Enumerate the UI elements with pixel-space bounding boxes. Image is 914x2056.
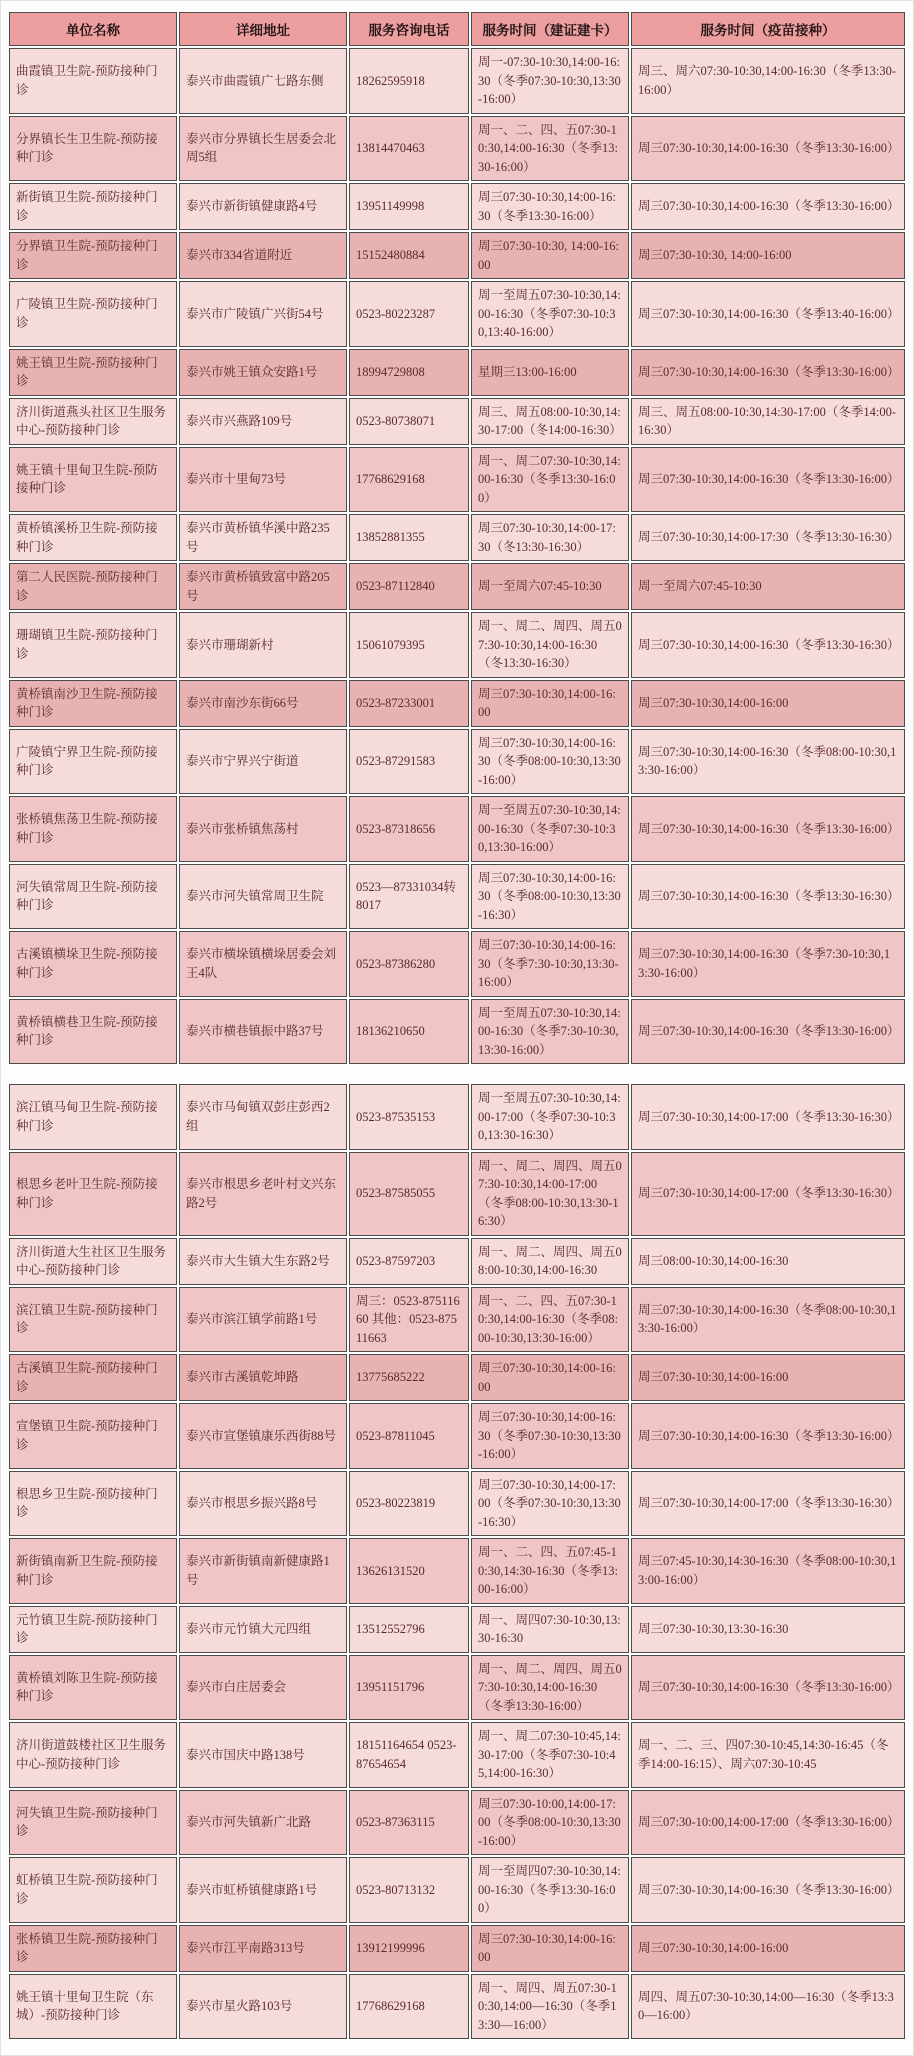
cell-time-card: 周三07:30-10:30,14:00-16:00: [471, 680, 629, 727]
cell-phone: 13912199996: [349, 1925, 469, 1972]
cell-name: 黄桥镇南沙卫生院-预防接种门诊: [9, 680, 177, 727]
table-row: [9, 1974, 905, 2040]
cell-phone: 18136210650: [349, 999, 469, 1065]
cell-name: 济川街道燕头社区卫生服务中心-预防接种门诊: [9, 398, 177, 445]
cell-address: 泰兴市滨江镇学前路1号: [179, 1287, 347, 1353]
cell-address: 泰兴市白庄居委会: [179, 1655, 347, 1721]
cell-name: 元竹镇卫生院-预防接种门诊: [9, 1606, 177, 1653]
cell-time-card: 周三07:30-10:30, 14:00-16:00: [471, 232, 629, 279]
cell-address: 泰兴市姚王镇众安路1号: [179, 349, 347, 396]
cell-name: 张桥镇卫生院-预防接种门诊: [9, 1925, 177, 1972]
cell-phone: 0523-80713132: [349, 1857, 469, 1923]
cell-time-vaccine: 周三07:30-10:30,14:00-17:00（冬季13:30-16:30）: [631, 1084, 905, 1150]
cell-address: 泰兴市珊瑚新村: [179, 612, 347, 678]
cell-name: 姚王镇卫生院-预防接种门诊: [9, 349, 177, 396]
cell-name: 黄桥镇横巷卫生院-预防接种门诊: [9, 999, 177, 1065]
table-row: [9, 729, 905, 795]
cell-address: 泰兴市张桥镇焦荡村: [179, 796, 347, 862]
table-row: [9, 1925, 905, 1972]
table-row: [9, 1538, 905, 1604]
cell-phone: 13775685222: [349, 1354, 469, 1401]
table-row: [9, 183, 905, 230]
cell-time-vaccine: 周三07:30-10:30,14:00-16:30（冬季13:30-16:30）: [631, 864, 905, 930]
table-row: [9, 48, 905, 114]
table-section-divider: [7, 1066, 907, 1082]
cell-phone: 13512552796: [349, 1606, 469, 1653]
cell-time-vaccine: 周三07:30-10:30,14:00-17:00（冬季13:30-16:30）: [631, 1471, 905, 1537]
cell-time-vaccine: 周三、周五08:00-10:30,14:30-17:00（冬季14:00-16:30）: [631, 398, 905, 445]
cell-address: 泰兴市古溪镇乾坤路: [179, 1354, 347, 1401]
cell-time-vaccine: 周三07:30-10:30,14:00-16:00: [631, 680, 905, 727]
cell-name: 姚王镇十里甸卫生院（东城）-预防接种门诊: [9, 1974, 177, 2040]
cell-time-vaccine: 周三07:45-10:30,14:30-16:30（冬季08:00-10:30,13:00-16:00）: [631, 1538, 905, 1604]
cell-phone: 18151164654 0523-87654654: [349, 1722, 469, 1788]
cell-phone: 0523—87331034转8017: [349, 864, 469, 930]
cell-address: 泰兴市兴燕路109号: [179, 398, 347, 445]
cell-time-vaccine: 周三08:00-10:30,14:00-16:30: [631, 1238, 905, 1285]
cell-name: 分界镇长生卫生院-预防接种门诊: [9, 116, 177, 182]
cell-time-vaccine: 周三07:30-10:30,14:00-16:30（冬季13:30-16:00）: [631, 447, 905, 513]
table-row: [9, 1857, 905, 1923]
cell-phone: 0523-87112840: [349, 563, 469, 610]
table-row: [9, 398, 905, 445]
cell-address: 泰兴市根思乡振兴路8号: [179, 1471, 347, 1537]
cell-phone: 0523-87291583: [349, 729, 469, 795]
cell-phone: 0523-80738071: [349, 398, 469, 445]
cell-time-vaccine: 周三07:30-10:30,14:00-16:30（冬季08:00-10:30,13:30-16:00）: [631, 1287, 905, 1353]
cell-address: 泰兴市河失镇新广北路: [179, 1790, 347, 1856]
cell-time-card: 周一、周二、周四、周五07:30-10:30,14:00-16:30（冬季13:30-16:00）: [471, 1655, 629, 1721]
table-row: [9, 999, 905, 1065]
cell-address: 泰兴市河失镇常周卫生院: [179, 864, 347, 930]
header-phone: 服务咨询电话: [349, 12, 469, 46]
table-row: [9, 1722, 905, 1788]
cell-name: 滨江镇马甸卫生院-预防接种门诊: [9, 1084, 177, 1150]
table-row: [9, 1238, 905, 1285]
cell-name: 曲霞镇卫生院-预防接种门诊: [9, 48, 177, 114]
cell-name: 第二人民医院-预防接种门诊: [9, 563, 177, 610]
cell-name: 古溪镇卫生院-预防接种门诊: [9, 1354, 177, 1401]
clinic-table-section-1: [7, 10, 907, 1066]
cell-phone: 13626131520: [349, 1538, 469, 1604]
cell-address: 泰兴市宣堡镇康乐西街88号: [179, 1403, 347, 1469]
cell-time-vaccine: 周一至周六07:45-10:30: [631, 563, 905, 610]
cell-address: 泰兴市横巷镇振中路37号: [179, 999, 347, 1065]
cell-name: 珊瑚镇卫生院-预防接种门诊: [9, 612, 177, 678]
cell-phone: 0523-80223287: [349, 281, 469, 347]
cell-time-card: 周一、周二07:30-10:30,14:00-16:30（冬季13:30-16:00）: [471, 447, 629, 513]
cell-time-card: 周一至周六07:45-10:30: [471, 563, 629, 610]
cell-time-vaccine: 周三07:30-10:30,14:00-17:30（冬季13:30-16:30）: [631, 514, 905, 561]
cell-time-vaccine: 周三、周六07:30-10:30,14:00-16:30（冬季13:30-16:00）: [631, 48, 905, 114]
cell-address: 泰兴市十里甸73号: [179, 447, 347, 513]
table-row: [9, 514, 905, 561]
cell-name: 宣堡镇卫生院-预防接种门诊: [9, 1403, 177, 1469]
cell-time-card: 周一、周二07:30-10:45,14:30-17:00（冬季07:30-10:45,14:00-16:30）: [471, 1722, 629, 1788]
table-row: [9, 232, 905, 279]
cell-time-vaccine: 周三07:30-10:30, 14:00-16:00: [631, 232, 905, 279]
table-row: [9, 1655, 905, 1721]
cell-address: 泰兴市黄桥镇华溪中路235号: [179, 514, 347, 561]
cell-phone: 13951149998: [349, 183, 469, 230]
cell-time-vaccine: 周三07:30-10:30,14:00-16:30（冬季13:30-16:30）: [631, 612, 905, 678]
cell-name: 虹桥镇卫生院-预防接种门诊: [9, 1857, 177, 1923]
cell-phone: 0523-87318656: [349, 796, 469, 862]
cell-time-card: 周三、周五08:00-10:30,14:30-17:00（冬14:00-16:30）: [471, 398, 629, 445]
cell-phone: 13814470463: [349, 116, 469, 182]
cell-time-card: 周一至周五07:30-10:30,14:00-16:30（冬季7:30-10:30,13:30-16:00）: [471, 999, 629, 1065]
cell-phone: 15152480884: [349, 232, 469, 279]
cell-time-vaccine: 周三07:30-10:30,14:00-16:30（冬季13:30-16:00）: [631, 1857, 905, 1923]
cell-phone: 0523-87535153: [349, 1084, 469, 1150]
cell-time-card: 周三07:30-10:30,14:00-16:30（冬季07:30-10:30,13:30-16:00）: [471, 1403, 629, 1469]
cell-name: 古溪镇横垛卫生院-预防接种门诊: [9, 931, 177, 997]
table-header-row: [9, 12, 905, 46]
cell-time-card: 周三07:30-10:30,14:00-16:00: [471, 1925, 629, 1972]
cell-phone: 15061079395: [349, 612, 469, 678]
cell-time-card: 星期三13:00-16:00: [471, 349, 629, 396]
cell-phone: 周三：0523-87511660 其他：0523-87511663: [349, 1287, 469, 1353]
cell-name: 河失镇常周卫生院-预防接种门诊: [9, 864, 177, 930]
cell-address: 泰兴市马甸镇双彭庄彭西2组: [179, 1084, 347, 1150]
cell-phone: 18262595918: [349, 48, 469, 114]
cell-phone: 0523-87233001: [349, 680, 469, 727]
cell-address: 泰兴市南沙东街66号: [179, 680, 347, 727]
cell-name: 根思乡老叶卫生院-预防接种门诊: [9, 1152, 177, 1236]
cell-address: 泰兴市大生镇大生东路2号: [179, 1238, 347, 1285]
cell-time-vaccine: 周三07:30-10:30,13:30-16:30: [631, 1606, 905, 1653]
cell-time-vaccine: 周三07:30-10:30,14:00-16:30（冬季7:30-10:30,13:30-16:00）: [631, 931, 905, 997]
table-row: [9, 116, 905, 182]
table-row: [9, 864, 905, 930]
cell-time-card: 周一、周四、周五07:30-10:30,14:00—16:30（冬季13:30—16:00）: [471, 1974, 629, 2040]
cell-address: 泰兴市曲霞镇广七路东侧: [179, 48, 347, 114]
header-service-time-card: 服务时间（建证建卡）: [471, 12, 629, 46]
cell-time-card: 周一、周二、周四、周五07:30-10:30,14:00-17:00（冬季08:00-10:30,13:30-16:30）: [471, 1152, 629, 1236]
table-row: [9, 1790, 905, 1856]
cell-time-card: 周一、二、四、五07:45-10:30,14:30-16:30（冬季13:00-16:00）: [471, 1538, 629, 1604]
cell-address: 泰兴市江平南路313号: [179, 1925, 347, 1972]
cell-time-card: 周一、周二、周四、周五07:30-10:30,14:00-16:30（冬13:30-16:30）: [471, 612, 629, 678]
header-service-time-vaccine: 服务时间（疫苗接种）: [631, 12, 905, 46]
cell-time-card: 周一至周五07:30-10:30,14:00-16:30（冬季07:30-10:30,13:30-16:00）: [471, 796, 629, 862]
cell-name: 广陵镇卫生院-预防接种门诊: [9, 281, 177, 347]
cell-name: 根思乡卫生院-预防接种门诊: [9, 1471, 177, 1537]
cell-time-vaccine: 周三07:30-10:30,14:00-16:30（冬季13:30-16:00）: [631, 183, 905, 230]
cell-name: 滨江镇卫生院-预防接种门诊: [9, 1287, 177, 1353]
cell-time-vaccine: 周三07:30-10:30,14:00-17:00（冬季13:30-16:30）: [631, 1152, 905, 1236]
table-row: [9, 796, 905, 862]
cell-address: 泰兴市国庆中路138号: [179, 1722, 347, 1788]
table-row: [9, 1354, 905, 1401]
cell-time-vaccine: 周三07:30-10:30,14:00-16:30（冬季13:30-16:00）: [631, 999, 905, 1065]
table-row: [9, 612, 905, 678]
cell-name: 张桥镇焦荡卫生院-预防接种门诊: [9, 796, 177, 862]
cell-time-vaccine: 周三07:30-10:30,14:00-16:30（冬季13:30-16:00）: [631, 1403, 905, 1469]
cell-name: 黄桥镇溪桥卫生院-预防接种门诊: [9, 514, 177, 561]
cell-name: 广陵镇宁界卫生院-预防接种门诊: [9, 729, 177, 795]
cell-name: 济川街道大生社区卫生服务中心-预防接种门诊: [9, 1238, 177, 1285]
cell-phone: 17768629168: [349, 447, 469, 513]
cell-phone: 0523-87597203: [349, 1238, 469, 1285]
table-row: [9, 447, 905, 513]
cell-phone: 0523-80223819: [349, 1471, 469, 1537]
cell-address: 泰兴市根思乡老叶村文兴东路2号: [179, 1152, 347, 1236]
table-row: [9, 1287, 905, 1353]
cell-phone: 0523-87585055: [349, 1152, 469, 1236]
cell-address: 泰兴市分界镇长生居委会北周5组: [179, 116, 347, 182]
cell-address: 泰兴市虹桥镇健康路1号: [179, 1857, 347, 1923]
table-row: [9, 1403, 905, 1469]
cell-address: 泰兴市横垛镇横垛居委会刘王4队: [179, 931, 347, 997]
cell-name: 分界镇卫生院-预防接种门诊: [9, 232, 177, 279]
table-row: [9, 1152, 905, 1236]
cell-time-card: 周一、二、四、五07:30-10:30,14:00-16:30（冬季13:30-16:00）: [471, 116, 629, 182]
cell-phone: 0523-87363115: [349, 1790, 469, 1856]
cell-address: 泰兴市宁界兴宁街道: [179, 729, 347, 795]
cell-phone: 17768629168: [349, 1974, 469, 2040]
cell-address: 泰兴市334省道附近: [179, 232, 347, 279]
cell-time-vaccine: 周三07:30-10:00,14:00-17:00（冬季13:30-16:00）: [631, 1790, 905, 1856]
cell-time-vaccine: 周四、周五07:30-10:30,14:00—16:30（冬季13:30—16:00）: [631, 1974, 905, 2040]
cell-address: 泰兴市黄桥镇致富中路205号: [179, 563, 347, 610]
table-row: [9, 1606, 905, 1653]
table-row: [9, 281, 905, 347]
cell-phone: 13852881355: [349, 514, 469, 561]
cell-time-vaccine: 周三07:30-10:30,14:00-16:30（冬季13:40-16:00）: [631, 281, 905, 347]
cell-time-vaccine: 周一、二、三、四07:30-10:45,14:30-16:45（冬季14:00-16:15）、周六07:30-10:45: [631, 1722, 905, 1788]
cell-time-card: 周三07:30-10:30,14:00-16:00: [471, 1354, 629, 1401]
table-row: [9, 349, 905, 396]
cell-time-card: 周三07:30-10:30,14:00-16:30（冬季08:00-10:30,13:30-16:30）: [471, 864, 629, 930]
cell-time-card: 周一、周四07:30-10:30,13:30-16:30: [471, 1606, 629, 1653]
cell-address: 泰兴市星火路103号: [179, 1974, 347, 2040]
cell-time-card: 周一-07:30-10:30,14:00-16:30（冬季07:30-10:30,13:30-16:00）: [471, 48, 629, 114]
cell-name: 新街镇卫生院-预防接种门诊: [9, 183, 177, 230]
cell-time-card: 周三07:30-10:30,14:00-16:30（冬季13:30-16:00）: [471, 183, 629, 230]
cell-time-card: 周三07:30-10:30,14:00-17:00（冬季07:30-10:30,13:30-16:30）: [471, 1471, 629, 1537]
cell-time-card: 周一、周二、周四、周五08:00-10:30,14:00-16:30: [471, 1238, 629, 1285]
cell-time-card: 周三07:30-10:00,14:00-17:00（冬季08:00-10:30,13:30-16:00）: [471, 1790, 629, 1856]
cell-address: 泰兴市元竹镇大元四组: [179, 1606, 347, 1653]
cell-name: 河失镇卫生院-预防接种门诊: [9, 1790, 177, 1856]
cell-time-card: 周一、二、四、五07:30-10:30,14:00-16:30（冬季08:00-10:30,13:30-16:00）: [471, 1287, 629, 1353]
cell-name: 新街镇南新卫生院-预防接种门诊: [9, 1538, 177, 1604]
table-row: [9, 1084, 905, 1150]
cell-name: 黄桥镇刘陈卫生院-预防接种门诊: [9, 1655, 177, 1721]
table-row: [9, 680, 905, 727]
cell-time-card: 周一至周五07:30-10:30,14:00-16:30（冬季07:30-10:30,13:40-16:00）: [471, 281, 629, 347]
header-address: 详细地址: [179, 12, 347, 46]
cell-phone: 13951151796: [349, 1655, 469, 1721]
cell-name: 姚王镇十里甸卫生院-预防接种门诊: [9, 447, 177, 513]
cell-time-vaccine: 周三07:30-10:30,14:00-16:30（冬季13:30-16:00）: [631, 1655, 905, 1721]
table-row: [9, 563, 905, 610]
table-row: [9, 931, 905, 997]
cell-time-card: 周三07:30-10:30,14:00-17:30（冬13:30-16:30）: [471, 514, 629, 561]
cell-time-vaccine: 周三07:30-10:30,14:00-16:00: [631, 1925, 905, 1972]
cell-time-vaccine: 周三07:30-10:30,14:00-16:30（冬季13:30-16:00）: [631, 796, 905, 862]
cell-name: 济川街道鼓楼社区卫生服务中心-预防接种门诊: [9, 1722, 177, 1788]
cell-time-card: 周一至周四07:30-10:30,14:00-16:30（冬季13:30-16:00）: [471, 1857, 629, 1923]
cell-phone: 0523-87386280: [349, 931, 469, 997]
table-row: [9, 1471, 905, 1537]
cell-phone: 0523-87811045: [349, 1403, 469, 1469]
cell-address: 泰兴市广陵镇广兴街54号: [179, 281, 347, 347]
cell-phone: 18994729808: [349, 349, 469, 396]
cell-time-vaccine: 周三07:30-10:30,14:00-16:30（冬季13:30-16:00）: [631, 349, 905, 396]
cell-time-card: 周三07:30-10:30,14:00-16:30（冬季08:00-10:30,13:30-16:00）: [471, 729, 629, 795]
cell-time-vaccine: 周三07:30-10:30,14:00-16:30（冬季13:30-16:00）: [631, 116, 905, 182]
header-unit-name: 单位名称: [9, 12, 177, 46]
cell-address: 泰兴市新街镇健康路4号: [179, 183, 347, 230]
cell-time-vaccine: 周三07:30-10:30,14:00-16:00: [631, 1354, 905, 1401]
cell-address: 泰兴市新街镇南新健康路1号: [179, 1538, 347, 1604]
cell-time-card: 周三07:30-10:30,14:00-16:30（冬季7:30-10:30,13:30-16:00）: [471, 931, 629, 997]
cell-time-vaccine: 周三07:30-10:30,14:00-16:30（冬季08:00-10:30,13:30-16:00）: [631, 729, 905, 795]
clinic-table-section-2: [7, 1082, 907, 2041]
cell-time-card: 周一至周五07:30-10:30,14:00-17:00（冬季07:30-10:30,13:30-16:30）: [471, 1084, 629, 1150]
